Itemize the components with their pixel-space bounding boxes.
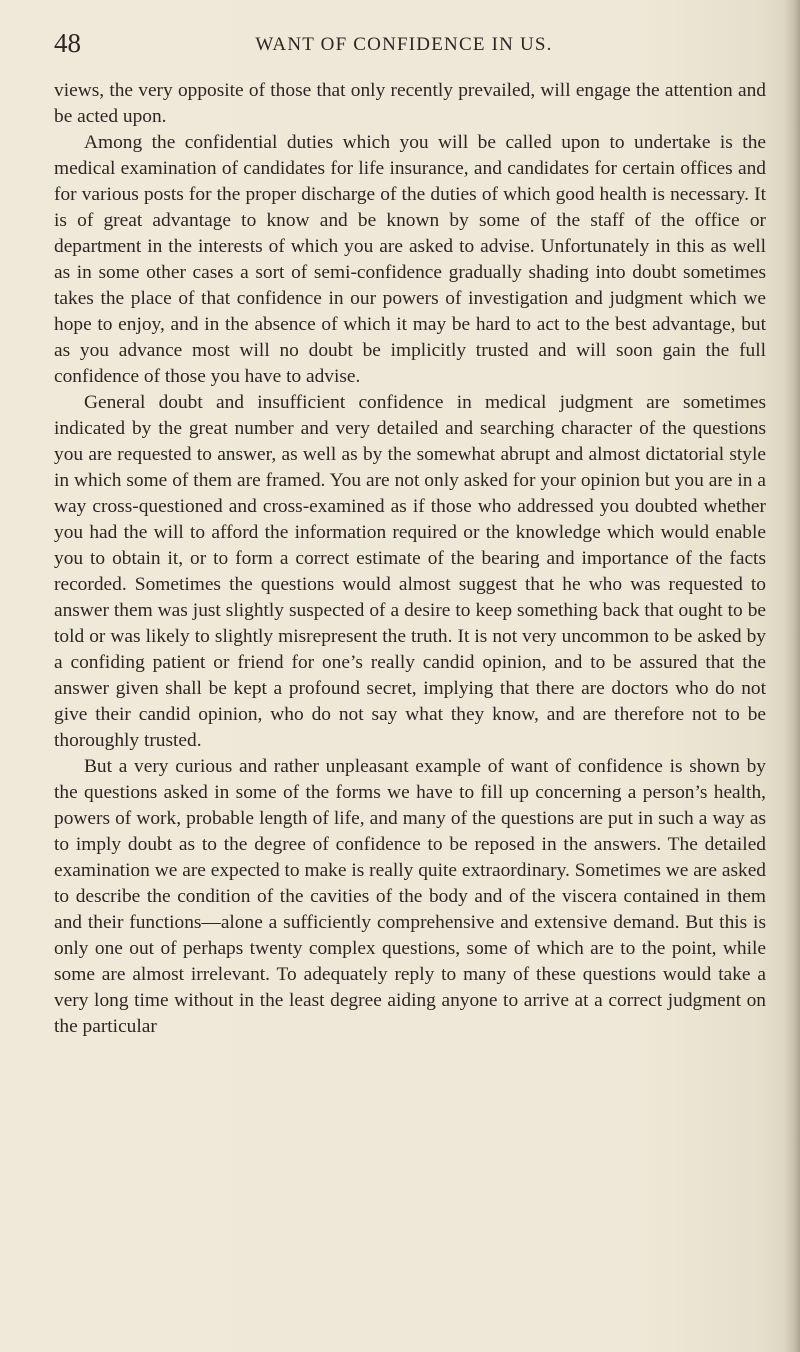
body-text <box>54 78 766 1040</box>
paragraph-continued: views, the very opposite of those that only recently prevailed, will engage the attention and be acted upon. <box>54 80 766 127</box>
running-head: WANT OF CONFIDENCE IN US. <box>255 34 553 55</box>
page-edge-shadow <box>784 0 800 1352</box>
paragraph: General doubt and insufficient confidence in medical judgment are sometimes indicated by the great number and very detailed and searching character of the questions you are requested to answer, as well as by the somewhat abrupt and almost dictatorial style in which some of them are framed. You are not only asked for your opinion but you are in a way cross-questioned and cross-examined as if those who addressed you doubted whether you had the will to afford the information required or the knowledge which would enable you to obtain it, or to form a correct estimate of the bearing and importance of the facts recorded. Sometimes the questions would almost suggest that he who was requested to answer them was just slightly suspected of a desire to keep something back that ought to be told or was likely to slightly misrepresent the truth. It is not very uncommon to be asked by a confiding patient or friend for one’s really candid opinion, and to be assured that the answer given shall be kept a profound secret, implying that there are doctors who do not give their candid opinion, who do not say what they know, and are therefore not to be thoroughly trusted. <box>54 392 766 751</box>
page-number: 48 <box>54 28 81 58</box>
paragraph: Among the confidential duties which you will be called upon to undertake is the medical examination of candidates for life insurance, and candidates for certain offices and for various posts for the proper discharge of the duties of which good health is necessary. It is of great advantage to know and be known by some of the staff of the office or department in the interests of which you are asked to advise. Unfortunately in this as well as in some other cases a sort of semi-confidence gradually shading into doubt sometimes takes the place of that confidence in our powers of investigation and judgment which we hope to enjoy, and in the absence of which it may be hard to act to the best advantage, but as you advance most will no doubt be implicitly trusted and will soon gain the full confidence of those you have to advise. <box>54 132 766 387</box>
paragraph: But a very curious and rather unpleasant example of want of confidence is shown by the questions asked in some of the forms we have to fill up concerning a person’s health, powers of work, probable length of life, and many of the questions are put in such a way as to imply doubt as to the degree of confidence to be reposed in the answers. The detailed examination we are expected to make is really quite extraordinary. Sometimes we are asked to describe the condition of the cavities of the body and of the viscera contained in them and their functions—alone a sufficiently comprehensive and extensive demand. But this is only one out of perhaps twenty complex questions, some of which are to the point, while some are almost irrelevant. To adequately reply to many of these questions would take a very long time without in the least degree aiding anyone to arrive at a correct judgment on the particular <box>54 756 766 1037</box>
page-header <box>54 28 754 68</box>
